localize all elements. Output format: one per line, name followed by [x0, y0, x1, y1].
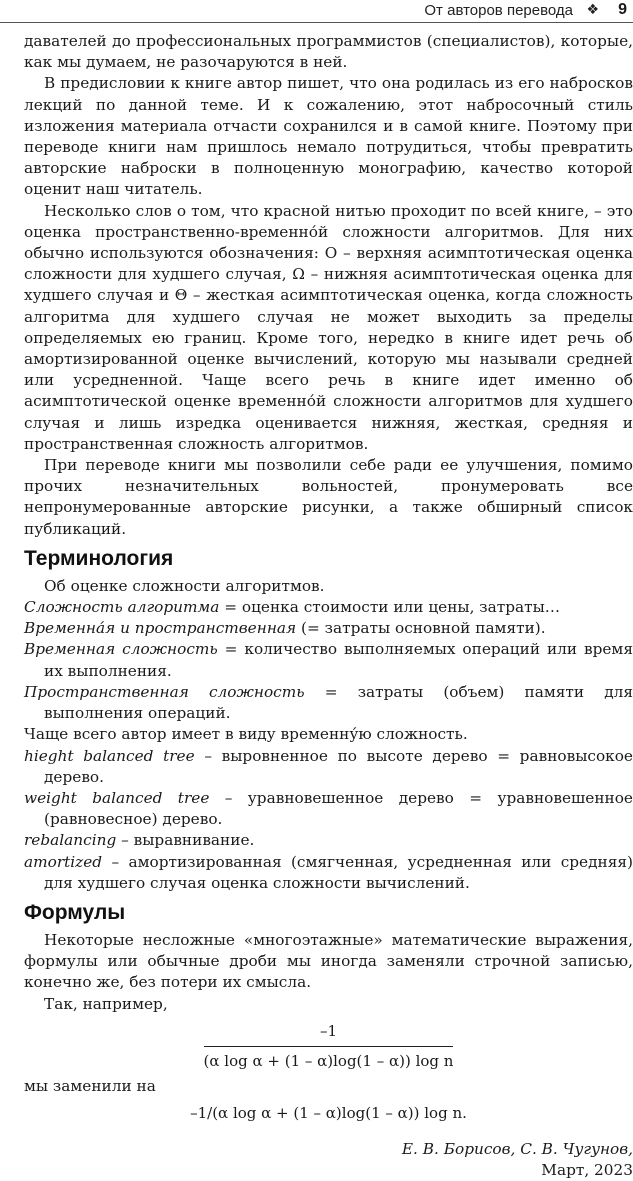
terminology-heading: Терминология	[24, 546, 174, 570]
glossary-entry	[24, 788, 633, 830]
glossary-term: rebalancing	[24, 831, 117, 850]
glossary-term: hieght balanced tree	[24, 746, 195, 765]
fraction	[204, 1019, 454, 1072]
page-content	[24, 31, 633, 1181]
glossary-definition: – уравновешенное дерево = уравновешенное (равновесное) дерево.	[44, 788, 633, 829]
terminology-intro: Об оценке сложности алгоритмов.	[44, 576, 325, 595]
paragraph-complexity: Несколько слов о том, что красной нитью проходит по всей книге, – это оценка пространственно-временно́й сложности алгоритмов. Для них обычно используются обозначения: O – верхняя асимптотическая оценка сложности для худшего случая, Ω – нижняя асимптотическая оценка для худшего случая и Θ – жесткая асимптотическая оценка, когда сложность алгоритма для худшего случая не может выходить за пределы определяемых ею границ. Кроме того, нередко в книге идет речь об амортизированной оценке вычислений, которую мы называли средней или усредненной. Чаще всего речь в книге идет именно об асимптотической оценке временно́й сложности алгоритмов для худшего случая и лишь изредка оценивается нижняя, жесткая, средняя и пространственная сложность алгоритмов.	[24, 201, 633, 453]
term-entry	[24, 597, 633, 618]
glossary-term: weight balanced tree	[24, 788, 210, 807]
replacement-text: мы заменили на	[24, 1077, 156, 1096]
term-name: Сложность алгоритма	[24, 598, 220, 617]
term-name: Пространственная сложность	[24, 682, 305, 701]
fraction-denominator: (α log α + (1 – α)log(1 – α)) log n	[203, 1051, 454, 1070]
glossary-definition: – выровненное по высоте дерево = равновысокое дерево.	[44, 746, 633, 786]
term-definition: = количество выполняемых операций или время их выполнения.	[44, 640, 633, 680]
signature-date: Март, 2023	[541, 1160, 633, 1179]
term-entry	[24, 682, 633, 724]
glossary-definition: – выравнивание.	[116, 831, 255, 850]
terminology-note: Чаще всего автор имеет в виду временну́ю сложность.	[24, 725, 468, 744]
formulas-heading: Формулы	[24, 900, 126, 924]
term-definition: = затраты (объем) памяти для выполнения операций.	[44, 682, 633, 723]
glossary-definition: – амортизированная (смягченная, усредненная или средняя) для худшего случая оценка сложности вычислений.	[44, 852, 633, 892]
paragraph-preface: В предисловии к книге автор пишет, что она родилась из его набросков лекций по данной теме. И к сожалению, этот набросочный стиль изложения материала отчасти сохранился и в самой книге. Поэтому при переводе книги нам пришлось немало потрудиться, чтобы превратить авторские наброски в полноценную монографию, качество которой оценит наш читатель.	[24, 74, 633, 199]
term-entry	[24, 618, 633, 639]
diamond-ornament-icon: ❖	[586, 2, 599, 18]
formulas-paragraph: Некоторые несложные «многоэтажные» математические выражения, формулы или обычные дроби мы иногда заменяли строчной записью, конечно же, без потери их смысла.	[24, 930, 633, 992]
glossary-entry	[24, 746, 633, 788]
page-number: 9	[618, 1, 627, 18]
page-header	[0, 0, 633, 23]
fraction-formula	[24, 1019, 633, 1072]
term-name: Временная сложность	[24, 640, 218, 659]
term-definition: = оценка стоимости или цены, затраты…	[219, 598, 561, 617]
paragraph-translation: При переводе книги мы позволили себе ради ее улучшения, помимо прочих незначительных вольностей, пронумеровать все непронумерованные авторские рисунки, а также обширный список публикаций.	[24, 456, 633, 538]
paragraph-continued: давателей до профессиональных программистов (специалистов), которые, как мы думаем, не разочаруются в ней.	[24, 32, 633, 72]
inline-formula: –1/(α log α + (1 – α)log(1 – α)) log n.	[190, 1104, 467, 1123]
glossary-entry	[24, 852, 633, 894]
authors-signature: Е. В. Борисов, С. В. Чугунов,	[401, 1139, 633, 1158]
fraction-numerator: –1	[319, 1021, 338, 1040]
term-entry	[24, 639, 633, 681]
glossary-entry	[24, 830, 633, 851]
running-title: От авторов перевода	[424, 2, 573, 19]
term-name: Временна́я и пространственная	[24, 619, 297, 638]
term-definition: (= затраты основной памяти).	[296, 619, 546, 638]
glossary-term: amortized	[24, 852, 103, 871]
formulas-example-intro: Так, например,	[44, 994, 168, 1013]
